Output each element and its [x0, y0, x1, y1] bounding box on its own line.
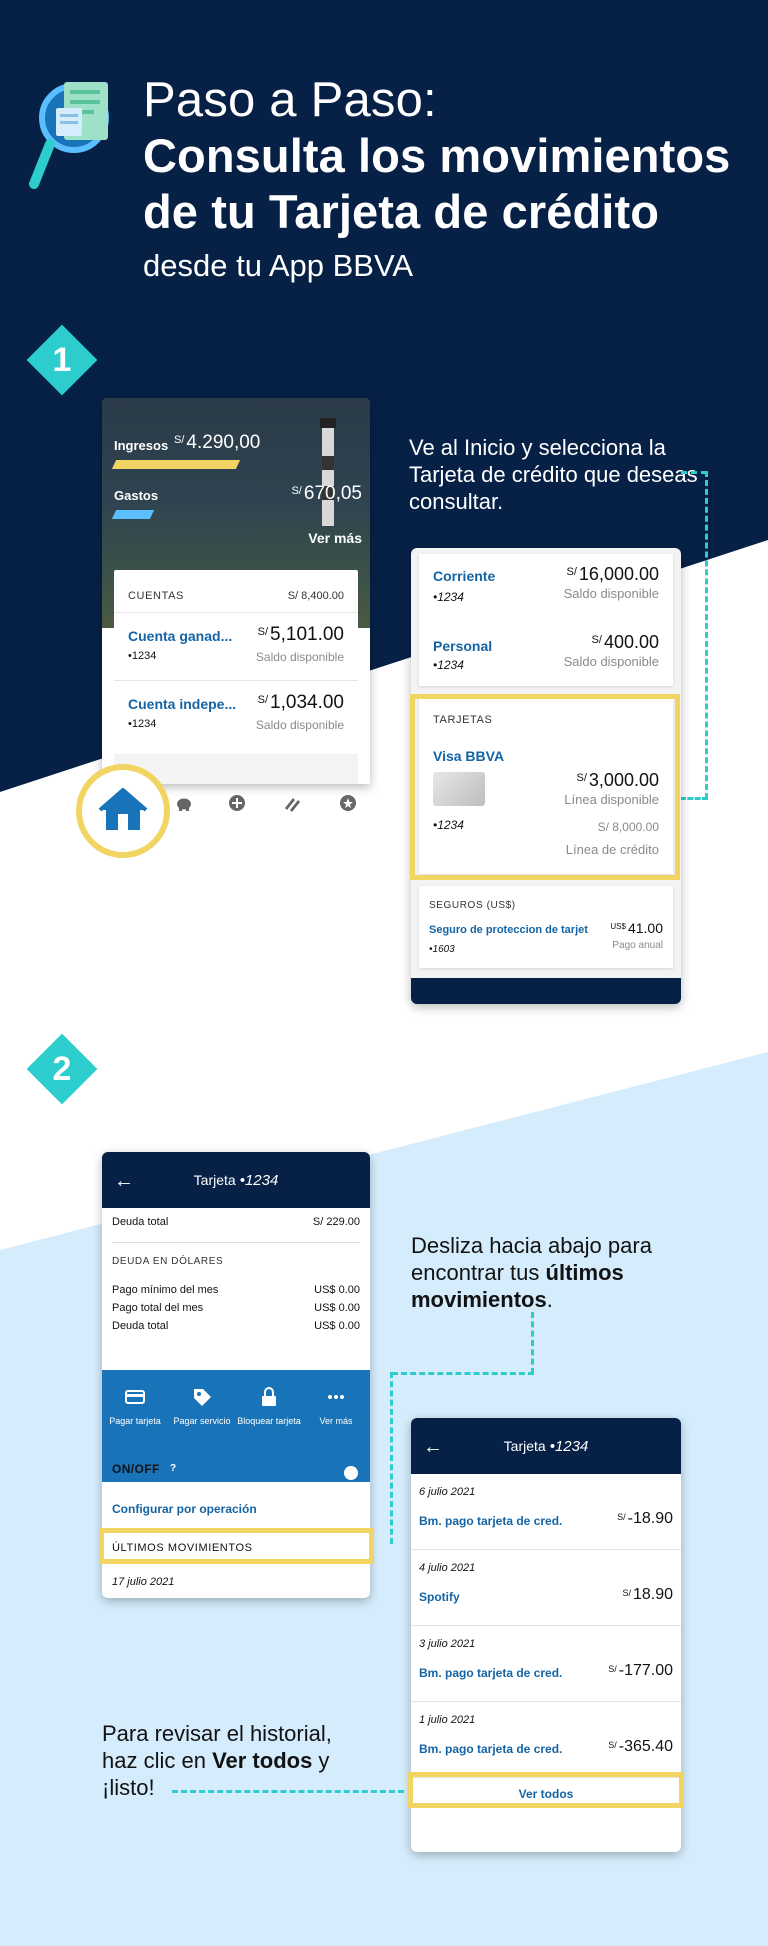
account-amount: $^{S/}$ 1,034.00 [257, 692, 344, 713]
dollar-row-value: US$ 0.00 [314, 1284, 360, 1296]
income-value: $^{S/}$ 4.290,00 [174, 432, 261, 453]
title-line-3: de tu Tarjeta de crédito [143, 185, 660, 238]
card-detail-title: Tarjeta •1234 [193, 1171, 279, 1189]
insurance-amount: $^{US\$}$ 41.00 [610, 920, 663, 936]
movement-date: 1 julio 2021 [419, 1714, 476, 1726]
account-name: Personal [433, 638, 493, 654]
ver-todos-button[interactable]: Ver todos [518, 1787, 574, 1801]
last-movements-label[interactable]: ÚLTIMOS MOVIMIENTOS [112, 1542, 253, 1554]
insurance-name: Seguro de proteccion de tarjet [429, 924, 588, 936]
back-arrow-icon[interactable]: ← [114, 1170, 134, 1192]
document-search-icon [26, 78, 118, 194]
step-1-instruction: Ve al Inicio y selecciona la Tarjeta de crédito que deseas consultar. [409, 435, 698, 514]
accounts-header: CUENTAS [128, 590, 184, 602]
pay-card-button[interactable]: Pagar tarjeta [102, 1386, 168, 1427]
account-name: Cuenta indepe... [128, 696, 237, 712]
movement-amount: $^{S/}$ -18.90 [617, 1510, 673, 1527]
insurance-header: SEGUROS (US$) [429, 900, 516, 911]
lighthouse-image [316, 416, 340, 526]
connector-step-2-vertical-right [531, 1312, 534, 1374]
home-icon[interactable] [98, 788, 148, 832]
deuda-total-value: S/ 229.00 [312, 1216, 360, 1228]
connector-step-2-horizontal [392, 1372, 534, 1375]
last-movements-highlight [99, 1528, 374, 1564]
lock-icon [258, 1386, 280, 1408]
movement-item[interactable] [411, 1550, 681, 1626]
first-movement-date: 17 julio 2021 [112, 1576, 175, 1588]
account-row[interactable] [419, 620, 673, 684]
movement-date: 6 julio 2021 [419, 1486, 476, 1498]
dollar-row-value: US$ 0.00 [314, 1320, 360, 1332]
account-amount: $^{S/}$ 5,101.00 [257, 624, 344, 645]
card-name: Visa BBVA [433, 748, 505, 764]
piggy-bank-icon[interactable] [175, 794, 193, 812]
ver-todos-highlight [408, 1772, 684, 1808]
movement-name: Spotify [419, 1590, 460, 1604]
insurance-number: •1603 [429, 944, 455, 955]
movement-date: 3 julio 2021 [419, 1638, 476, 1650]
movement-name: Bm. pago tarjeta de cred. [419, 1742, 563, 1756]
configure-link[interactable]: Configurar por operación [112, 1502, 257, 1516]
account-number: •1234 [433, 658, 464, 672]
card-limit-caption: Línea de crédito [565, 842, 659, 857]
movement-name: Bm. pago tarjeta de cred. [419, 1514, 563, 1528]
title-line-4: desde tu App BBVA [143, 248, 414, 283]
title-line-2: Consulta los movimientos [143, 129, 731, 182]
see-more-button[interactable]: Ver más [303, 1386, 369, 1427]
onoff-toggle[interactable] [328, 1464, 360, 1482]
account-caption: Saldo disponible [563, 654, 659, 669]
accounts-section [114, 570, 358, 742]
divider [112, 1242, 360, 1243]
onoff-label: ON/OFF [112, 1462, 160, 1476]
movement-name: Bm. pago tarjeta de cred. [419, 1666, 563, 1680]
income-label: Ingresos [114, 438, 169, 453]
connector-step-2-vertical-left [390, 1372, 393, 1544]
step-2-number: 2 [52, 1049, 72, 1088]
account-amount: $^{S/}$ 16,000.00 [566, 564, 659, 584]
connector-step-1-horizontal-bottom [680, 797, 708, 800]
card-number: •1234 [433, 818, 464, 832]
account-caption: Saldo disponible [563, 586, 659, 601]
movement-item[interactable] [411, 1626, 681, 1702]
account-number: •1234 [433, 590, 464, 604]
account-caption: Saldo disponible [255, 718, 344, 732]
deuda-total-label: Deuda total [112, 1216, 169, 1228]
account-row[interactable] [114, 686, 358, 742]
header-title [143, 72, 753, 288]
accounts-list [419, 554, 673, 686]
title-line-1: Paso a Paso: [143, 73, 437, 127]
insurance-section[interactable] [419, 886, 673, 968]
account-number: •1234 [128, 718, 157, 730]
card-limit: S/ 8,000.00 [597, 820, 659, 834]
ver-mas-link[interactable]: Ver más [308, 530, 362, 546]
account-name: Cuenta ganad... [128, 628, 233, 644]
cards-highlight [410, 694, 680, 880]
expenses-value: $^{S/}$ 670,05 [291, 483, 362, 504]
expenses-label: Gastos [114, 488, 159, 503]
star-icon[interactable] [339, 794, 357, 812]
connector-step-1-horizontal-top [681, 471, 707, 474]
account-number: •1234 [128, 650, 157, 662]
insurance-caption: Pago anual [612, 940, 663, 951]
cards-header: TARJETAS [433, 714, 493, 726]
divider [114, 680, 358, 681]
more-icon [325, 1386, 347, 1408]
dollar-row-value: US$ 0.00 [314, 1302, 360, 1314]
info-icon[interactable]: ? [166, 1462, 180, 1476]
final-instruction: Para revisar el historial, haz clic en Ver todos y ¡listo! [102, 1721, 332, 1800]
expenses-bar [112, 510, 154, 519]
accounts-total: S/ 8,400.00 [287, 590, 344, 602]
account-row[interactable] [114, 618, 358, 680]
step-1-number: 1 [52, 340, 72, 379]
dollar-row-label: Deuda total [112, 1320, 169, 1332]
home-screen [102, 398, 370, 784]
income-bar [112, 460, 240, 469]
back-arrow-icon[interactable]: ← [423, 1436, 443, 1458]
movements-header [411, 1418, 681, 1474]
movement-item[interactable] [411, 1474, 681, 1550]
movement-item[interactable] [411, 1702, 681, 1778]
dollar-row-label: Pago mínimo del mes [112, 1284, 219, 1296]
transfer-icon[interactable] [283, 794, 301, 812]
block-card-button[interactable]: Bloquear tarjeta [236, 1386, 302, 1427]
connector-step-1-vertical [705, 471, 708, 799]
account-name: Corriente [433, 568, 496, 584]
divider [114, 612, 358, 613]
card-available-caption: Línea disponible [564, 792, 659, 807]
plus-icon[interactable] [228, 794, 246, 812]
movements-title: Tarjeta •1234 [503, 1437, 589, 1455]
tag-icon [191, 1386, 213, 1408]
movement-date: 4 julio 2021 [419, 1562, 476, 1574]
account-amount: $^{S/}$ 400.00 [591, 632, 659, 652]
pay-service-button[interactable]: Pagar servicio [169, 1386, 235, 1427]
card-available: $^{S/}$ 3,000.00 [576, 770, 659, 790]
movement-amount: $^{S/}$ -365.40 [608, 1738, 673, 1755]
accounts-bottom-bar [411, 978, 681, 1004]
movement-amount: $^{S/}$ -177.00 [608, 1662, 673, 1679]
dollar-row-label: Pago total del mes [112, 1302, 204, 1314]
account-row[interactable] [419, 554, 673, 618]
connector-final [172, 1790, 404, 1793]
step-2-instruction: Desliza hacia abajo para encontrar tus últimos movimientos. [411, 1233, 652, 1312]
dollars-header: DEUDA EN DÓLARES [112, 1256, 224, 1267]
card-detail-header [102, 1152, 370, 1208]
movement-amount: $^{S/}$ 18.90 [622, 1586, 673, 1603]
account-caption: Saldo disponible [255, 650, 344, 664]
card-icon [124, 1386, 146, 1408]
